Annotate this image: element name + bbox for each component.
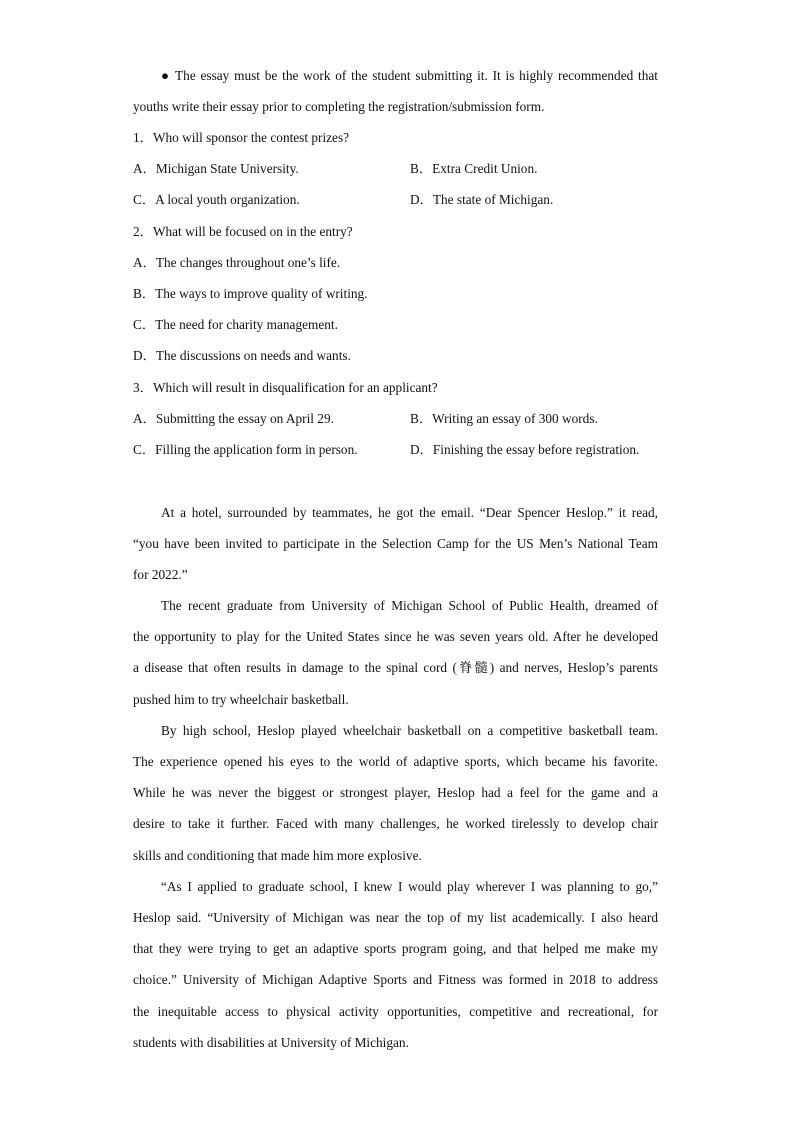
- question-1-option-a: A．Michigan State University.: [133, 161, 299, 176]
- passage-line: The experience opened his eyes to the world of adaptive sports, which became his favorite.: [133, 754, 658, 769]
- question-2-option-d: D．The discussions on needs and wants.: [133, 348, 351, 363]
- passage-line: for 2022.”: [133, 567, 188, 582]
- passage-line: that they were trying to get an adaptive sports program going, and that helped me make my: [133, 941, 658, 956]
- question-1-option-d: D．The state of Michigan.: [410, 192, 554, 207]
- passage-line: While he was never the biggest or strongest player, Heslop had a feel for the game and a: [133, 785, 658, 800]
- question-1-option-b: B．Extra Credit Union.: [410, 161, 538, 176]
- passage-line: Heslop said. “University of Michigan was near the top of my list academically. I also heard: [133, 910, 658, 925]
- passage-line: By high school, Heslop played wheelchair basketball on a competitive basketball team.: [161, 723, 658, 738]
- question-2-option-a: A．The changes throughout one’s life.: [133, 255, 341, 270]
- question-1-stem: 1．Who will sponsor the contest prizes?: [133, 130, 350, 145]
- passage-line: desire to take it further. Faced with many challenges, he worked tirelessly to develop chair: [133, 816, 658, 831]
- question-2-option-b: B．The ways to improve quality of writing.: [133, 286, 368, 301]
- passage-line: choice.” University of Michigan Adaptive Sports and Fitness was formed in 2018 to address: [133, 972, 658, 987]
- passage-line: At a hotel, surrounded by teammates, he got the email. “Dear Spencer Heslop.” it read,: [161, 505, 658, 520]
- passage-line: The recent graduate from University of Michigan School of Public Health, dreamed of: [161, 598, 658, 613]
- question-2-option-c: C．The need for charity management.: [133, 317, 338, 332]
- question-2-stem: 2．What will be focused on in the entry?: [133, 224, 353, 239]
- question-3-option-d: D．Finishing the essay before registration.: [410, 442, 640, 457]
- passage-line: pushed him to try wheelchair basketball.: [133, 692, 349, 707]
- question-1-option-c: C．A local youth organization.: [133, 192, 300, 207]
- passage-line: “As I applied to graduate school, I knew I would play wherever I was planning to go,”: [161, 879, 658, 894]
- bullet-line-1: ● The essay must be the work of the student submitting it. It is highly recommended that: [161, 68, 658, 83]
- question-3-option-a: A．Submitting the essay on April 29.: [133, 411, 334, 426]
- bullet-line-2: youths write their essay prior to completing the registration/submission form.: [133, 99, 545, 114]
- passage-line: skills and conditioning that made him more explosive.: [133, 848, 422, 863]
- passage-line: students with disabilities at University of Michigan.: [133, 1035, 409, 1050]
- question-3-option-c: C．Filling the application form in person.: [133, 442, 358, 457]
- passage-line: the inequitable access to physical activity opportunities, competitive and recreational, for: [133, 1004, 658, 1019]
- passage-line: a disease that often results in damage to the spinal cord (脊髓) and nerves, Heslop’s parents: [133, 660, 658, 675]
- question-3-stem: 3．Which will result in disqualification for an applicant?: [133, 380, 438, 395]
- question-3-option-b: B．Writing an essay of 300 words.: [410, 411, 598, 426]
- passage-line: the opportunity to play for the United States since he was seven years old. After he developed: [133, 629, 658, 644]
- passage-line: “you have been invited to participate in the Selection Camp for the US Men’s National Team: [133, 536, 658, 551]
